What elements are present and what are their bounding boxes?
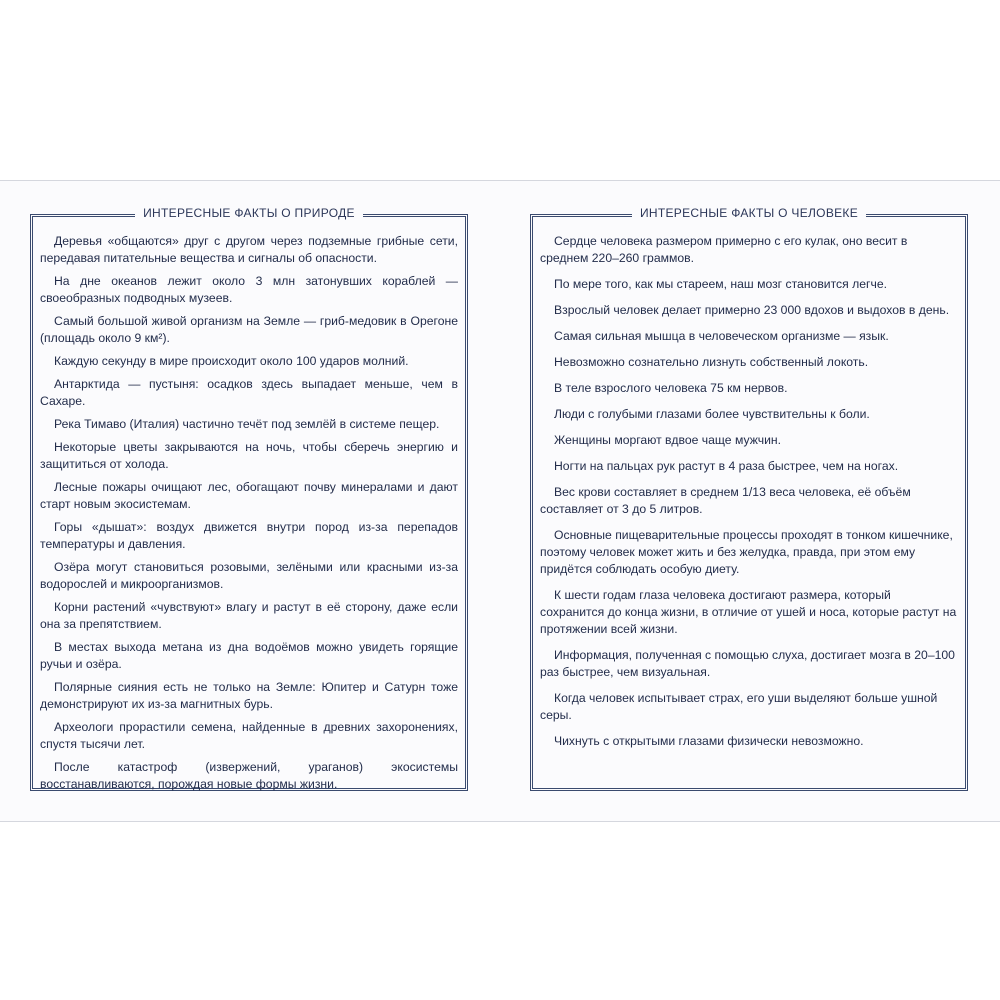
human-facts-list (540, 233, 958, 759)
fact-item: Археологи прорастили семена, найденные в древних захоронениях, спустя тысячи лет. (40, 720, 458, 751)
fact-item: Антарктида — пустыня: осадков здесь выпадает меньше, чем в Сахаре. (40, 377, 458, 408)
fact-item: Горы «дышат»: воздух движется внутри пород из-за перепадов температуры и давления. (40, 520, 458, 551)
fact-item: Взрослый человек делает примерно 23 000 вдохов и выдохов в день. (554, 303, 950, 317)
fact-item: Сердце человека размером примерно с его кулак, оно весит в среднем 220–260 граммов. (540, 234, 908, 265)
human-facts-title: ИНТЕРЕСНЫЕ ФАКТЫ О ЧЕЛОВЕКЕ (632, 204, 866, 222)
fact-item: На дне океанов лежит около 3 млн затонувших кораблей — своеобразных подводных музеев. (40, 274, 458, 305)
nature-facts-title: ИНТЕРЕСНЫЕ ФАКТЫ О ПРИРОДЕ (135, 204, 363, 222)
fact-item: Самая сильная мышца в человеческом организме — язык. (554, 329, 889, 343)
nature-facts-list (40, 233, 458, 799)
fact-item: Чихнуть с открытыми глазами физически невозможно. (554, 734, 864, 748)
fact-item: Основные пищеварительные процессы проходят в тонком кишечнике, поэтому человек может жить и без желудка, правда, при этом ему придётся соблюдать особую диету. (540, 528, 953, 576)
fact-item: К шести годам глаза человека достигают размера, который сохранится до конца жизни, в отличие от ушей и носа, которые растут на протяжении всей жизни. (540, 588, 957, 636)
fact-item: Когда человек испытывает страх, его уши выделяют больше ушной серы. (540, 691, 938, 722)
fact-item: Озёра могут становиться розовыми, зелёными или красными из-за водорослей и микроорганизмов. (40, 560, 458, 591)
fact-item: Полярные сияния есть не только на Земле: Юпитер и Сатурн тоже демонстрируют их из-за магнитных бурь. (40, 680, 458, 711)
fact-item: В теле взрослого человека 75 км нервов. (554, 381, 788, 395)
fact-item: Женщины моргают вдвое чаще мужчин. (554, 433, 782, 447)
page-heading (30, 204, 468, 222)
fact-item: Люди с голубыми глазами более чувствительны к боли. (554, 407, 870, 421)
fact-item: Невозможно сознательно лизнуть собственный локоть. (554, 355, 869, 369)
fact-item: Некоторые цветы закрываются на ночь, чтобы сберечь энергию и защититься от холода. (40, 440, 458, 471)
fact-item: Корни растений «чувствуют» влагу и растут в её сторону, даже если она за препятствием. (40, 600, 458, 631)
fact-item: По мере того, как мы стареем, наш мозг становится легче. (554, 277, 887, 291)
fact-item: Ногти на пальцах рук растут в 4 раза быстрее, чем на ногах. (554, 459, 899, 473)
fact-item: Лесные пожары очищают лес, обогащают почву минералами и дают старт новым экосистемам. (40, 480, 458, 511)
fact-item: Вес крови составляет в среднем 1/13 веса человека, её объём составляет от 3 до 5 литров. (540, 485, 911, 516)
book-spread (0, 180, 1000, 822)
fact-item: Информация, полученная с помощью слуха, достигает мозга в 20–100 раз быстрее, чем визуальная. (540, 648, 955, 679)
fact-item: Река Тимаво (Италия) частично течёт под землёй в системе пещер. (54, 417, 440, 431)
human-facts-page (530, 206, 968, 791)
nature-facts-page (30, 206, 468, 791)
fact-item: В местах выхода метана из дна водоёмов можно увидеть горящие ручьи и озёра. (40, 640, 458, 671)
fact-item: Деревья «общаются» друг с другом через подземные грибные сети, передавая питательные вещества и сигналы об опасности. (40, 234, 458, 265)
page-heading (530, 204, 968, 222)
fact-item: После катастроф (извержений, ураганов) экосистемы восстанавливаются, порождая новые формы жизни. (40, 760, 458, 791)
fact-item: Каждую секунду в мире происходит около 100 ударов молний. (54, 354, 409, 368)
fact-item: Самый большой живой организм на Земле — гриб-медовик в Орегоне (площадь около 9 км²). (40, 314, 458, 345)
